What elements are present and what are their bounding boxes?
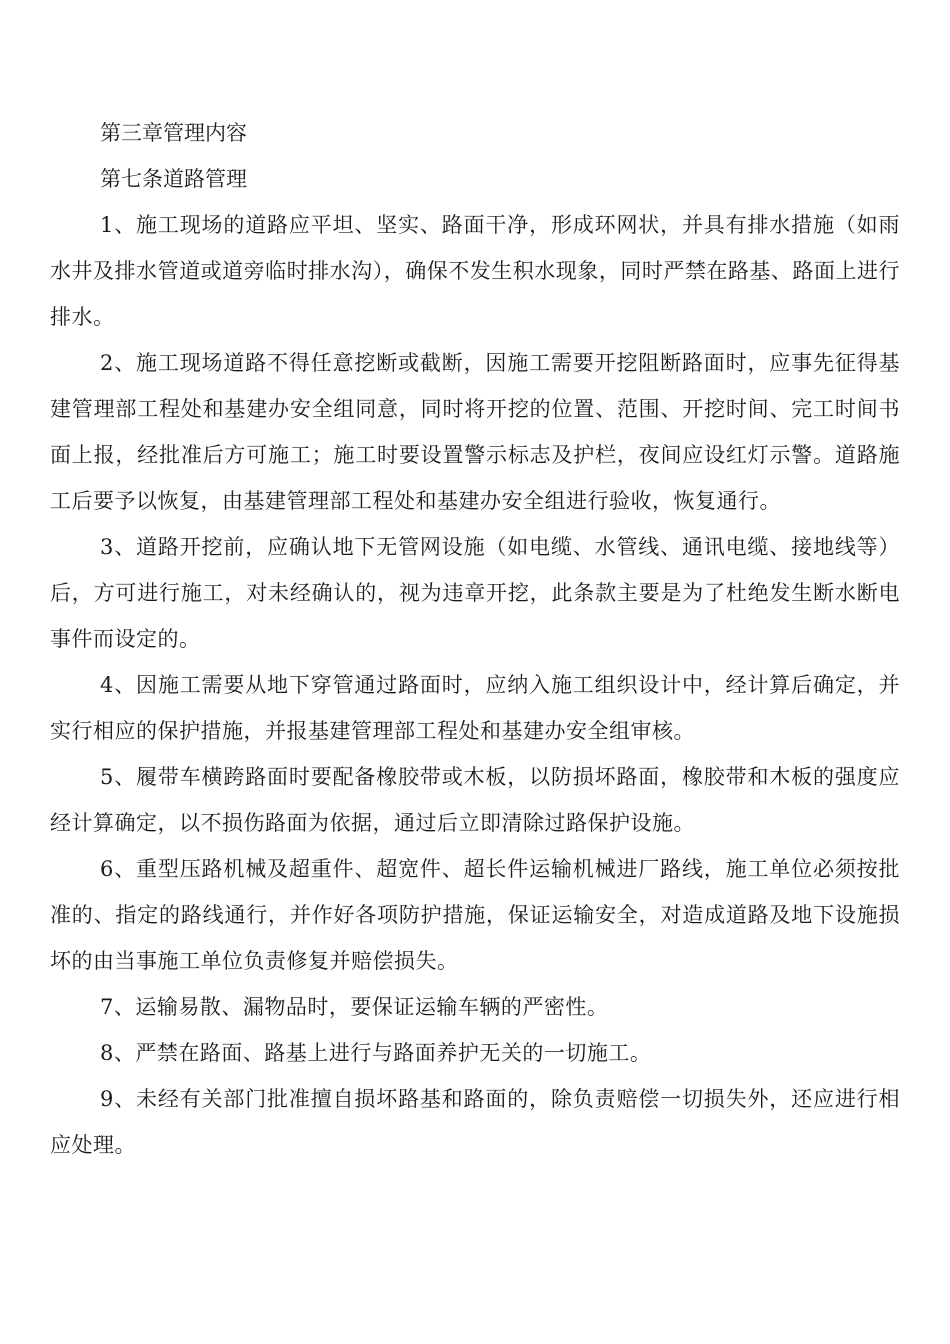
paragraph-2: 2、施工现场道路不得任意挖断或截断，因施工需要开挖阻断路面时，应事先征得基建管理部工程处和基建办安全组同意，同时将开挖的位置、范围、开挖时间、完工时间书面上报，经批准后方可施工；施工时要设置警示标志及护栏，夜间应设红灯示警。道路施工后要予以恢复，由基建管理部工程处和基建办安全组进行验收，恢复通行。 (50, 351, 900, 513)
document-page (50, 110, 900, 1168)
chapter-title: 第三章管理内容 (100, 121, 247, 145)
paragraph-5: 5、履带车横跨路面时要配备橡胶带或木板，以防损坏路面，橡胶带和木板的强度应经计算确定，以不损伤路面为依据，通过后立即清除过路保护设施。 (50, 765, 900, 835)
paragraph-8: 8、严禁在路面、路基上进行与路面养护无关的一切施工。 (100, 1041, 652, 1065)
article-title: 第七条道路管理 (100, 167, 247, 191)
paragraph-3: 3、道路开挖前，应确认地下无管网设施（如电缆、水管线、通讯电缆、接地线等）后，方可进行施工，对未经确认的，视为违章开挖，此条款主要是为了杜绝发生断水断电事件而设定的。 (50, 535, 900, 651)
paragraph-6: 6、重型压路机械及超重件、超宽件、超长件运输机械进厂路线，施工单位必须按批准的、指定的路线通行，并作好各项防护措施，保证运输安全，对造成道路及地下设施损坏的由当事施工单位负责修复并赔偿损失。 (50, 857, 900, 973)
paragraph-4: 4、因施工需要从地下穿管通过路面时，应纳入施工组织设计中，经计算后确定，并实行相应的保护措施，并报基建管理部工程处和基建办安全组审核。 (50, 673, 900, 743)
paragraph-1: 1、施工现场的道路应平坦、坚实、路面干净，形成环网状，并具有排水措施（如雨水井及排水管道或道旁临时排水沟），确保不发生积水现象，同时严禁在路基、路面上进行排水。 (50, 213, 900, 329)
paragraph-7: 7、运输易散、漏物品时，要保证运输车辆的严密性。 (100, 995, 609, 1019)
paragraph-9: 9、未经有关部门批准擅自损坏路基和路面的，除负责赔偿一切损失外，还应进行相应处理。 (50, 1087, 900, 1157)
